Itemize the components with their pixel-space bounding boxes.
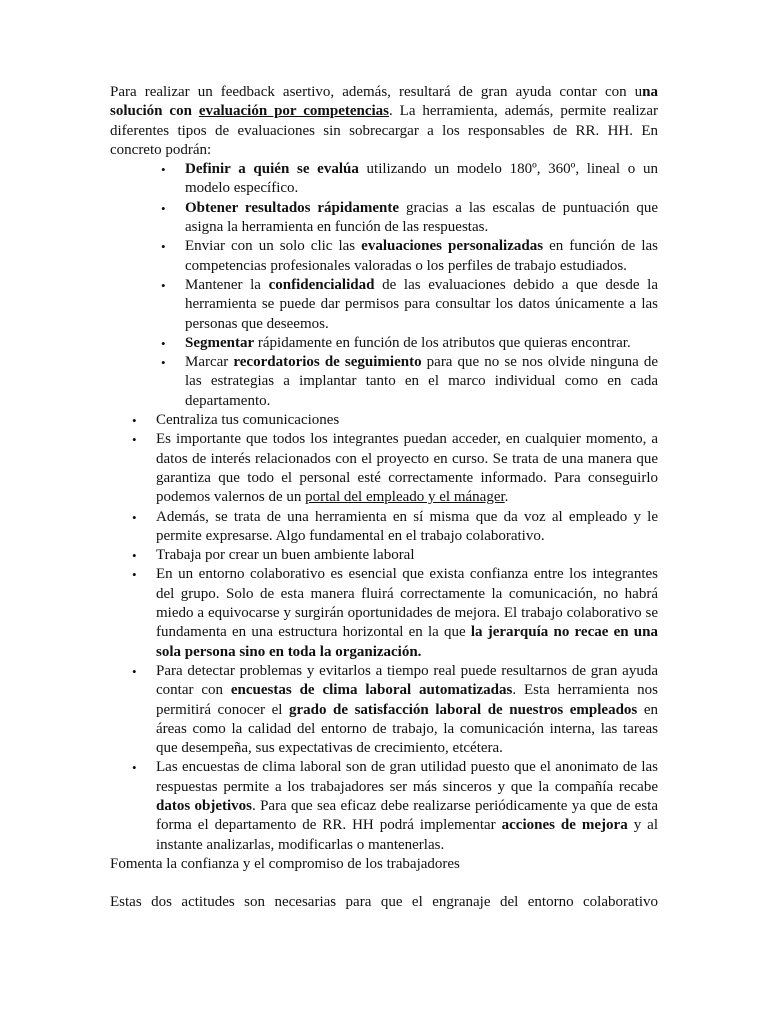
competency-evaluation-link[interactable]: evaluación por competencias — [198, 103, 390, 120]
list-item: • Definir a quién se evalúa utilizando un modelo 180º, 360º, lineal o un modelo específico. — [110, 160, 658, 199]
blank-line — [110, 874, 658, 893]
list-item: • Las encuestas de clima laboral son de gran utilidad puesto que el anonimato de las respuestas permite a los trabajadores ser más sinceros y que la compañía recabe datos objetivos. Para que sea eficaz debe realizarse periódicamente ya que de esta forma el departamento de RR. HH podrá implementar acciones de mejora y al instante analizarlas, modificarlas o mantenerlas. — [110, 758, 658, 854]
list-item: • Centraliza tus comunicaciones — [110, 411, 658, 430]
intro-text: Para realizar un feedback asertivo, además, resultará de gran ayuda contar con u — [110, 84, 643, 100]
intro-paragraph — [110, 83, 658, 160]
list-item: • En un entorno colaborativo es esencial que exista confianza entre los integrantes del grupo. Solo de esta manera fluirá correctamente la comunicación, no habrá miedo a equivocarse y surgirán oportunidades de mejora. El trabajo colaborativo se fundamenta en una estructura horizontal en la que la jerarquía no recae en una sola persona sino en toda la organización. — [110, 565, 658, 661]
intro-text-end: . La herramienta, además, permite realizar diferentes tipos de evaluaciones sin sobrecargar a los responsables de RR. HH. En concreto podrán: — [110, 103, 658, 158]
list-item: • Mantener la confidencialidad de las evaluaciones debido a que desde la herramienta se puede dar permisos para consultar los datos únicamente a las personas que deseemos. — [110, 276, 658, 334]
document-page — [110, 83, 658, 913]
list-item: • Para detectar problemas y evitarlos a tiempo real puede resultarnos de gran ayuda contar con encuestas de clima laboral automatizadas. Esta herramienta nos permitirá conocer el grado de satisfacción laboral de nuestros empleados en áreas como la calidad del entorno de trabajo, la comunicación interna, las tareas que desempeña, sus expectativas de crecimiento, etcétera. — [110, 662, 658, 758]
list-item: • Marcar recordatorios de seguimiento para que no se nos olvide ninguna de las estrategias a implantar tanto en el marco individual como en cada departamento. — [110, 353, 658, 411]
intro-bold: na solución con — [110, 84, 658, 120]
body-line: Estas dos actitudes son necesarias para que el engranaje del entorno colaborativo — [110, 894, 658, 911]
sub-list — [110, 160, 658, 411]
list-item: • Segmentar rápidamente en función de los atributos que quieras encontrar. — [110, 334, 658, 353]
list-item: • Obtener resultados rápidamente gracias a las escalas de puntuación que asigna la herramienta en función de las respuestas. — [110, 199, 658, 238]
list-item: • Además, se trata de una herramienta en sí misma que da voz al empleado y le permite expresarse. Algo fundamental en el trabajo colaborativo. — [110, 508, 658, 547]
list-item: • Enviar con un solo clic las evaluaciones personalizadas en función de las competencias profesionales valoradas o los perfiles de trabajo estudiados. — [110, 237, 658, 276]
list-item: • Es importante que todos los integrantes puedan acceder, en cualquier momento, a datos de interés relacionados con el proyecto en curso. Se trata de una manera que garantiza que todo el personal esté correctamente informado. Para conseguirlo podemos valernos de un portal del empleado y el mánager. — [110, 430, 658, 507]
employee-portal-link[interactable]: portal del empleado y el mánager — [305, 489, 505, 506]
list-item: • Trabaja por crear un buen ambiente laboral — [110, 546, 658, 565]
main-list — [110, 411, 658, 855]
section-heading: Fomenta la confianza y el compromiso de los trabajadores — [110, 855, 460, 872]
